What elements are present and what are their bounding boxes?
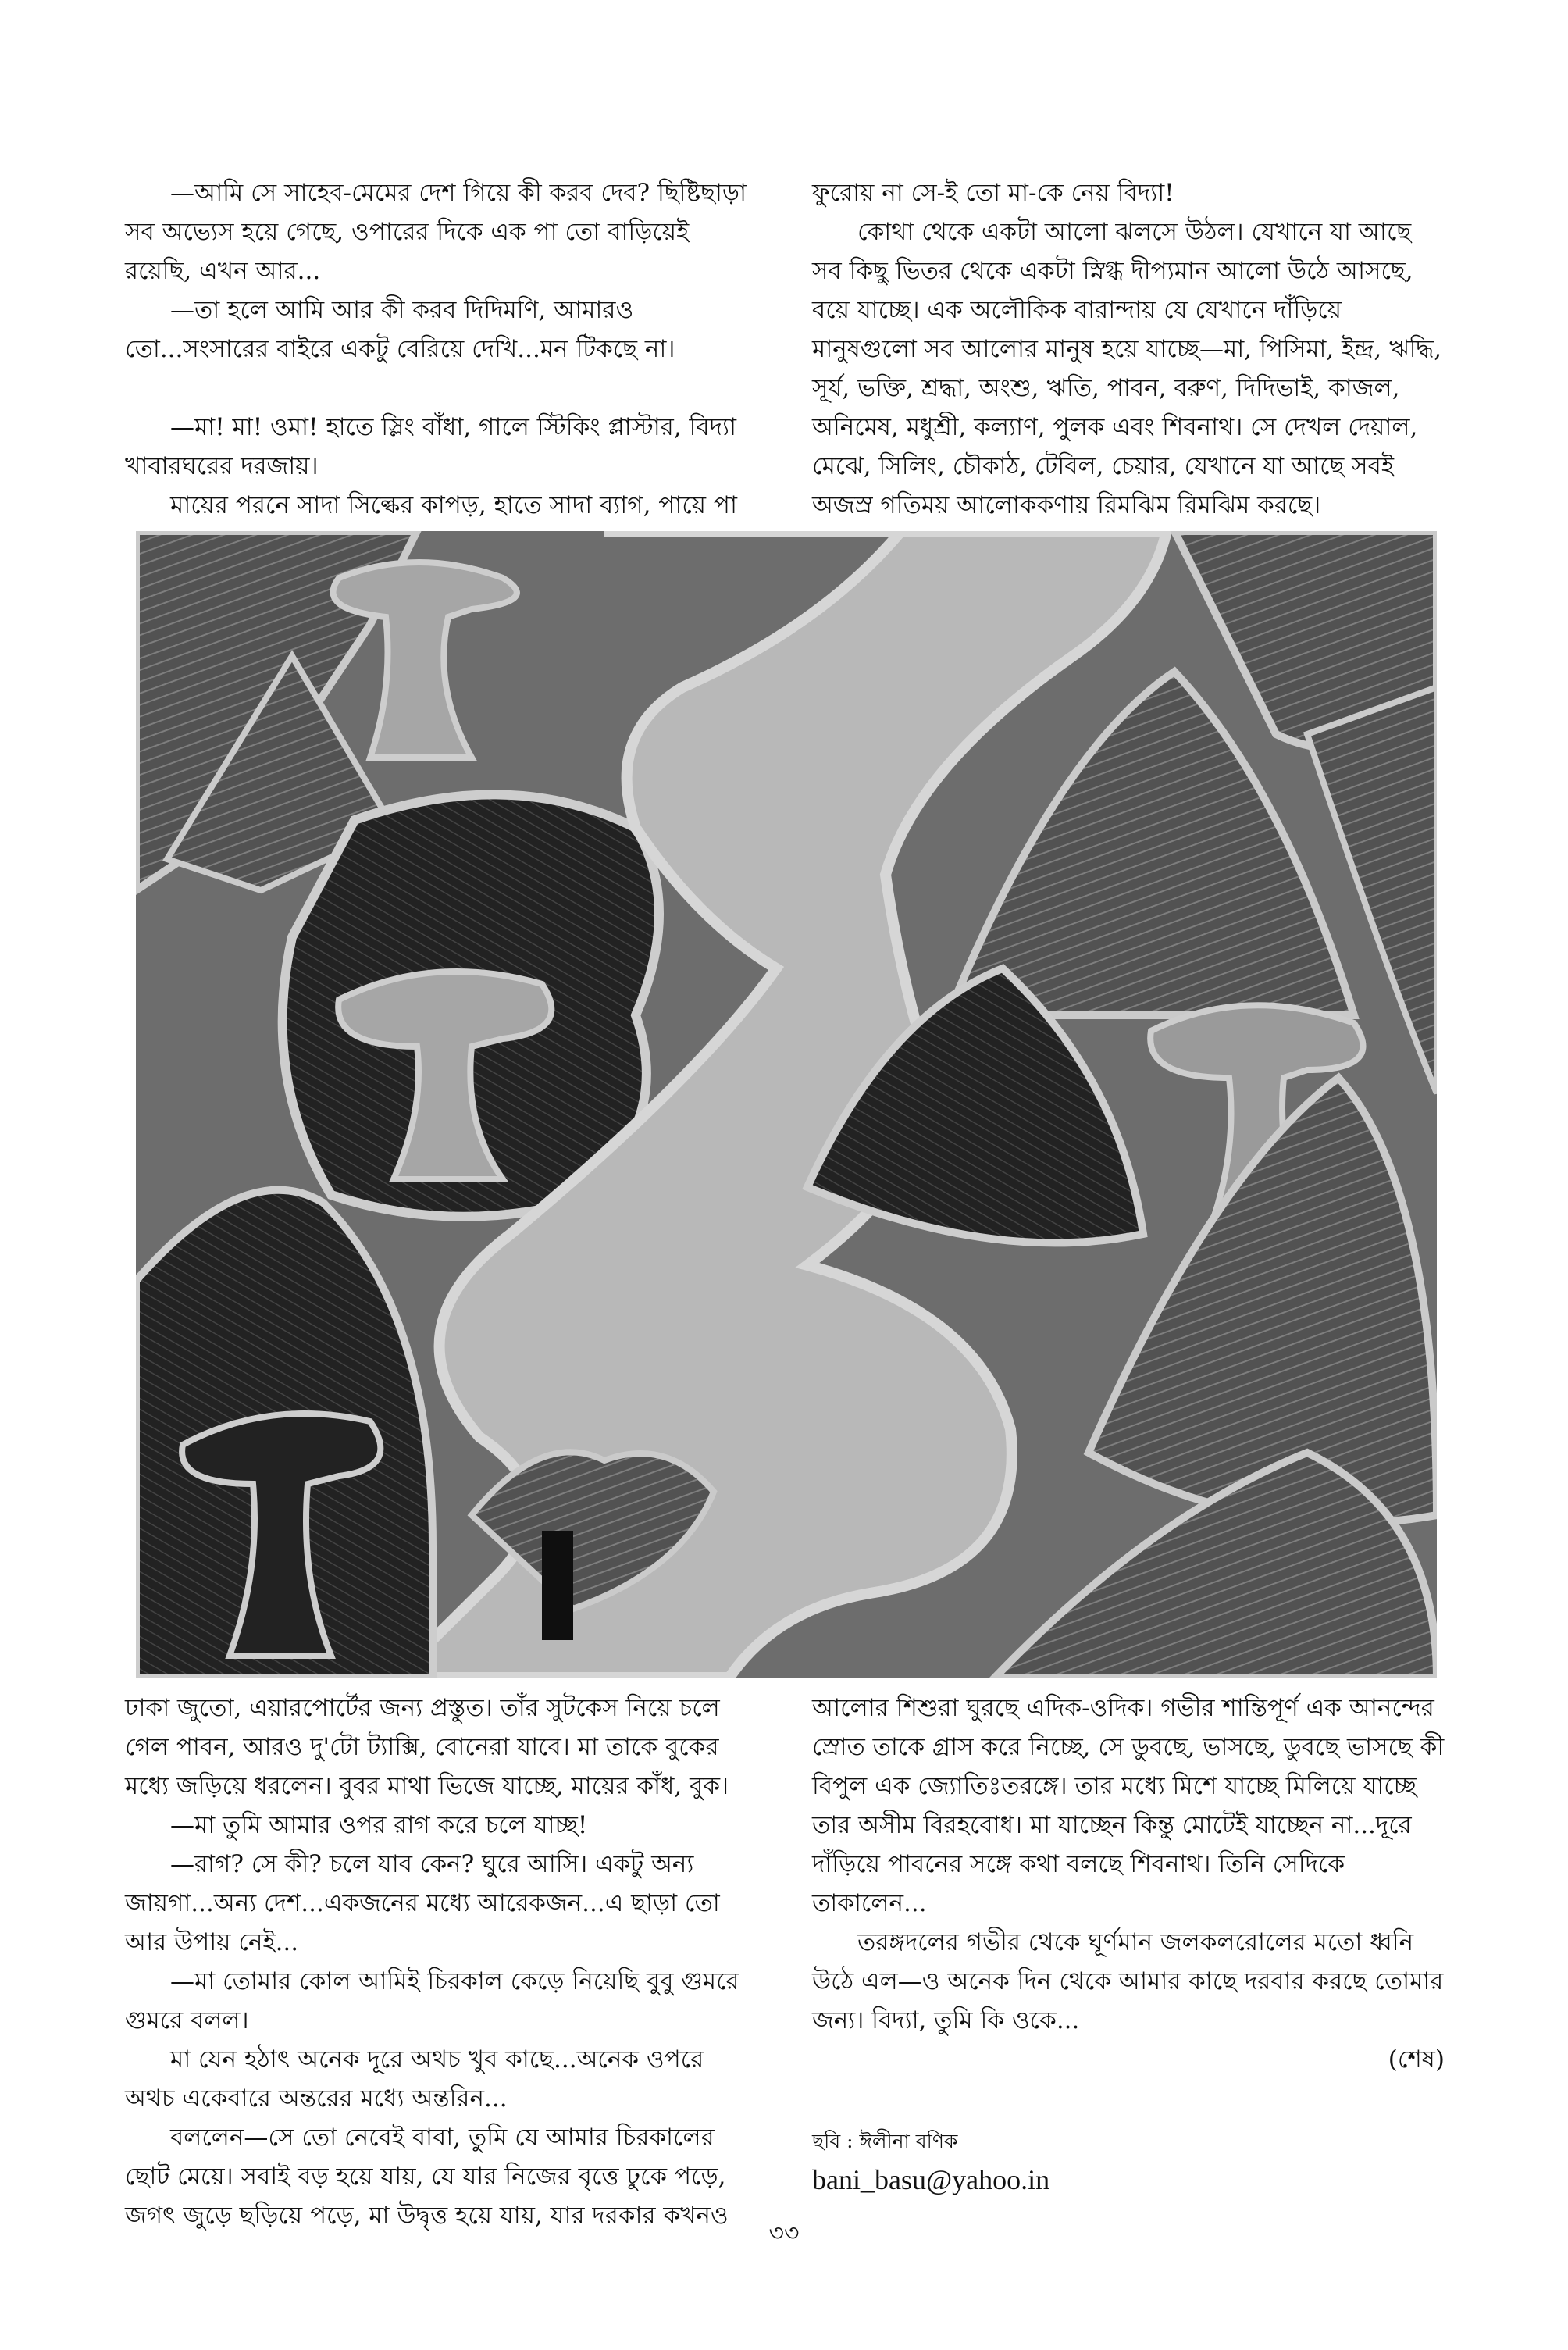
illustration-credit: ছবি : ঈলীনা বণিক xyxy=(812,2130,958,2152)
paragraph: ফুরোয় না সে-ই তো মা-কে নেয় বিদ্যা! xyxy=(812,179,1174,207)
text-column-bottom-right xyxy=(812,1689,1445,2079)
painting-river-mushrooms-icon xyxy=(136,531,1437,1678)
artwork-svg xyxy=(136,531,1437,1678)
paragraph: —রাগ? সে কী? চলে যাব কেন? ঘুরে আসি। একটু অন্য জায়গা...অন্য দেশ...একজনের মধ্যে আরেকজন...এ ছাড়া তো আর উপায় নেই... xyxy=(125,1850,720,1956)
text-column-top-right xyxy=(812,173,1445,525)
paragraph: —মা তুমি আমার ওপর রাগ করে চলে যাচ্ছ! xyxy=(170,1811,588,1839)
end-mark: (শেষ) xyxy=(1388,2045,1445,2074)
paragraph: আলোর শিশুরা ঘুরছে এদিক-ওদিক। গভীর শান্তিপূর্ণ এক আনন্দের স্রোত তাকে গ্রাস করে নিচ্ছে, সে ডুবছে, ভাসছে, ডুবছে ভাসছে কী বিপুল এক জ্যোতিঃতরঙ্গে। তার মধ্যে মিশে যাচ্ছে মিলিয়ে যাচ্ছে তার অসীম বিরহবোধ। মা যাচ্ছেন কিন্তু মোটেই যাচ্ছেন না...দূরে দাঁড়িয়ে পাবনের সঙ্গে কথা বলছে শিবনাথ। তিনি সেদিকে তাকালেন... xyxy=(812,1694,1445,1917)
paragraph: —তা হলে আমি আর কী করব দিদিমণি, আমারও তো...সংসারের বাইরে একটু বেরিয়ে দেখি...মন টিকছে না। xyxy=(125,296,675,363)
text-column-bottom-left xyxy=(125,1689,757,2235)
paragraph: —মা তোমার কোল আমিই চিরকাল কেড়ে নিয়েছি বুবু গুমরে গুমরে বলল। xyxy=(125,1967,739,2034)
paragraph: বললেন—সে তো নেবেই বাবা, তুমি যে আমার চিরকালের ছোট মেয়ে। সবাই বড় হয়ে যায়, যে যার নিজের বৃত্তে ঢুকে পড়ে, জগৎ জুড়ে ছড়িয়ে পড়ে, মা উদ্বৃত্ত হয়ে যায়, যার দরকার কখনও xyxy=(125,2124,729,2230)
paragraph: মায়ের পরনে সাদা সিল্কের কাপড়, হাতে সাদা ব্যাগ, পায়ে পা xyxy=(170,491,737,519)
paragraph: ঢাকা জুতো, এয়ারপোর্টের জন্য প্রস্তুত। তাঁর সুটকেস নিয়ে চলে গেল পাবন, আরও দু'টো ট্যাক্সি, বোনেরা যাবে। মা তাকে বুকের মধ্যে জড়িয়ে ধরলেন। বুবর মাথা ভিজে যাচ্ছে, মায়ের কাঁধ, বুক। xyxy=(125,1694,729,1800)
paragraph: —মা! মা! ওমা! হাতে স্লিং বাঁধা, গালে স্টিকিং প্লাস্টার, বিদ্যা খাবারঘরের দরজায়। xyxy=(125,413,736,480)
artwork-texture xyxy=(136,531,1437,1678)
paragraph: তরঙ্গদলের গভীর থেকে ঘূর্ণমান জলকলরোলের মতো ধ্বনি উঠে এল—ও অনেক দিন থেকে আমার কাছে দরবার করছে তোমার জন্য। বিদ্যা, তুমি কি ওকে... xyxy=(812,1928,1444,2034)
paragraph: কোথা থেকে একটা আলো ঝলসে উঠল। যেখানে যা আছে সব কিছু ভিতর থেকে একটা স্নিগ্ধ দীপ্যমান আলো উঠে আসছে, বয়ে যাচ্ছে। এক অলৌকিক বারান্দায় যে যেখানে দাঁড়িয়ে মানুষগুলো সব আলোর মানুষ হয়ে যাচ্ছে—মা, পিসিমা, ইন্দ্র, ঋদ্ধি, সূর্য, ভক্তি, শ্রদ্ধা, অংশু, ঋতি, পাবন, বরুণ, দিদিভাই, কাজল, অনিমেষ, মধুশ্রী, কল্যাণ, পুলক এবং শিবনাথ। সে দেখল দেয়াল, মেঝে, সিলিং, চৌকাঠ, টেবিল, চেয়ার, যেখানে যা আছে সবই অজস্র গতিময় আলোককণায় রিমঝিম রিমঝিম করছে। xyxy=(812,218,1442,519)
paragraph: —আমি সে সাহেব-মেমের দেশ গিয়ে কী করব দেব? ছিষ্টিছাড়া সব অভ্যেস হয়ে গেছে, ওপারের দিকে এক পা তো বাড়িয়েই রয়েছি, এখন আর... xyxy=(125,179,747,285)
author-email: bani_basu@yahoo.in xyxy=(812,2164,1050,2195)
text-column-top-left xyxy=(125,173,757,525)
page-number: ৩৩ xyxy=(768,2220,800,2247)
paragraph: মা যেন হঠাৎ অনেক দূরে অথচ খুব কাছে...অনেক ওপরে অথচ একেবারে অন্তরের মধ্যে অন্তরিন... xyxy=(125,2045,704,2113)
